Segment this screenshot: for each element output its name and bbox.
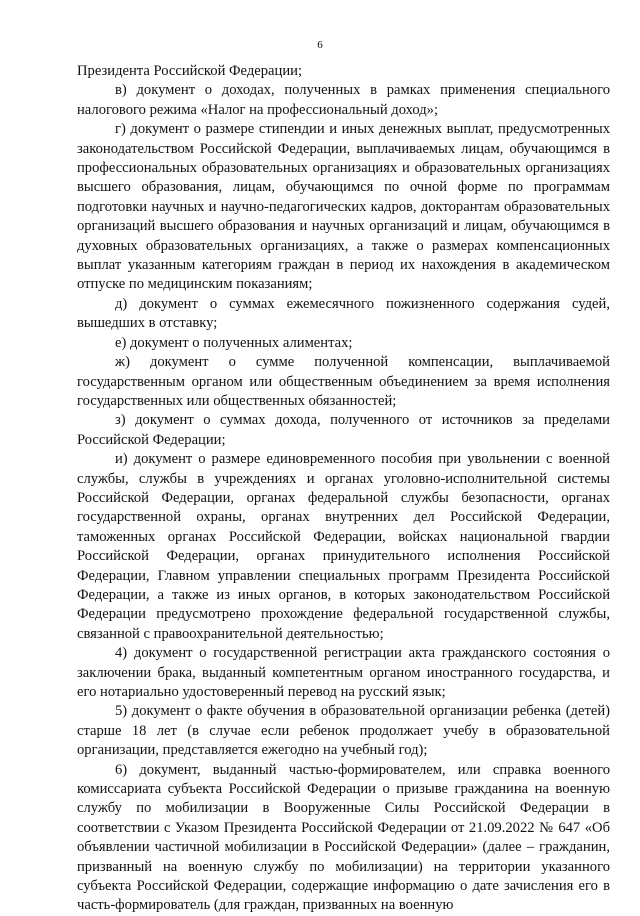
paragraph-item-z: з) документ о суммах дохода, полученного от источников за пределами Российской Федерации; <box>77 412 610 448</box>
paragraph-item-zh: ж) документ о сумме полученной компенсации, выплачиваемой государственным органом или общественным объединением за время исполнения государственных или общественных обязанностей; <box>77 354 610 409</box>
paragraph-continuation: Президента Российской Федерации; <box>77 63 303 79</box>
paragraph-item-e: е) документ о полученных алиментах; <box>115 334 353 351</box>
paragraph-item-5: 5) документ о факте обучения в образовательной организации ребенка (детей) старше 18 лет (в случае если ребенок продолжает учебу в образовательной организации, представляется ежегодно на учебный год); <box>77 703 610 759</box>
paragraph-item-i: и) документ о размере единовременного пособия при увольнении с военной службы, службы в учреждениях и органах уголовно-исполнительной системы Российской Федерации, органах федеральной службы безопасности, органах государственной охраны, органах внутренних дел Российской Федерации, таможенных органах Российской Федерации, войсках национальной гвардии Российской Федерации, органах принудительного исполнения Российской Федерации, Главном управлении специальных программ Президента Российской Федерации, а также из иных органов, в которых законодательством Российской Федерации предусмотрено прохождение федеральной государственной службы, связанной с правоохранительной деятельностью; <box>77 451 610 642</box>
document-body <box>77 62 610 916</box>
paragraph-item-v: в) документ о доходах, полученных в рамках применения специального налогового режима «Налог на профессиональный доход»; <box>77 82 610 118</box>
paragraph-item-g: г) документ о размере стипендии и иных денежных выплат, предусмотренных законодательством Российской Федерации, выплачиваемых лицам, обучающимся в профессиональных образовательных организациях и образовательных организациях высшего образования, лицам, обучающимся по очной форме по программам подготовки научных и научно-педагогических кадров, докторантам образовательных организаций высшего образования и научных организаций и лицам, обучающимся в духовных образовательных организациях, а также о размерах компенсационных выплат указанным категориям граждан в период их нахождения в академическом отпуске по медицинским показаниям; <box>77 121 610 293</box>
paragraph-item-4: 4) документ о государственной регистрации акта гражданского состояния о заключении брака, выданный компетентным органом иностранного государства, и его нотариально удостоверенный перевод на русский язык; <box>77 645 610 700</box>
paragraph-item-6: 6) документ, выданный частью-формирователем, или справка военного комиссариата субъекта Российской Федерации о призыве гражданина на военную службу по мобилизации в Вооруженные Силы Российской Федерации в соответствии с Указом Президента Российской Федерации от 21.09.2022 № 647 «Об объявлении частичной мобилизации в Российской Федерации» (далее – гражданин, призванный на военную службу по мобилизации) на территории указанного субъекта Российской Федерации, содержащие информацию о дате зачисления его в часть-формирователь (для граждан, призванных на военную <box>77 761 610 914</box>
page-number: 6 <box>317 39 323 51</box>
paragraph-item-d: д) документ о суммах ежемесячного пожизненного содержания судей, вышедших в отставку; <box>77 295 610 332</box>
